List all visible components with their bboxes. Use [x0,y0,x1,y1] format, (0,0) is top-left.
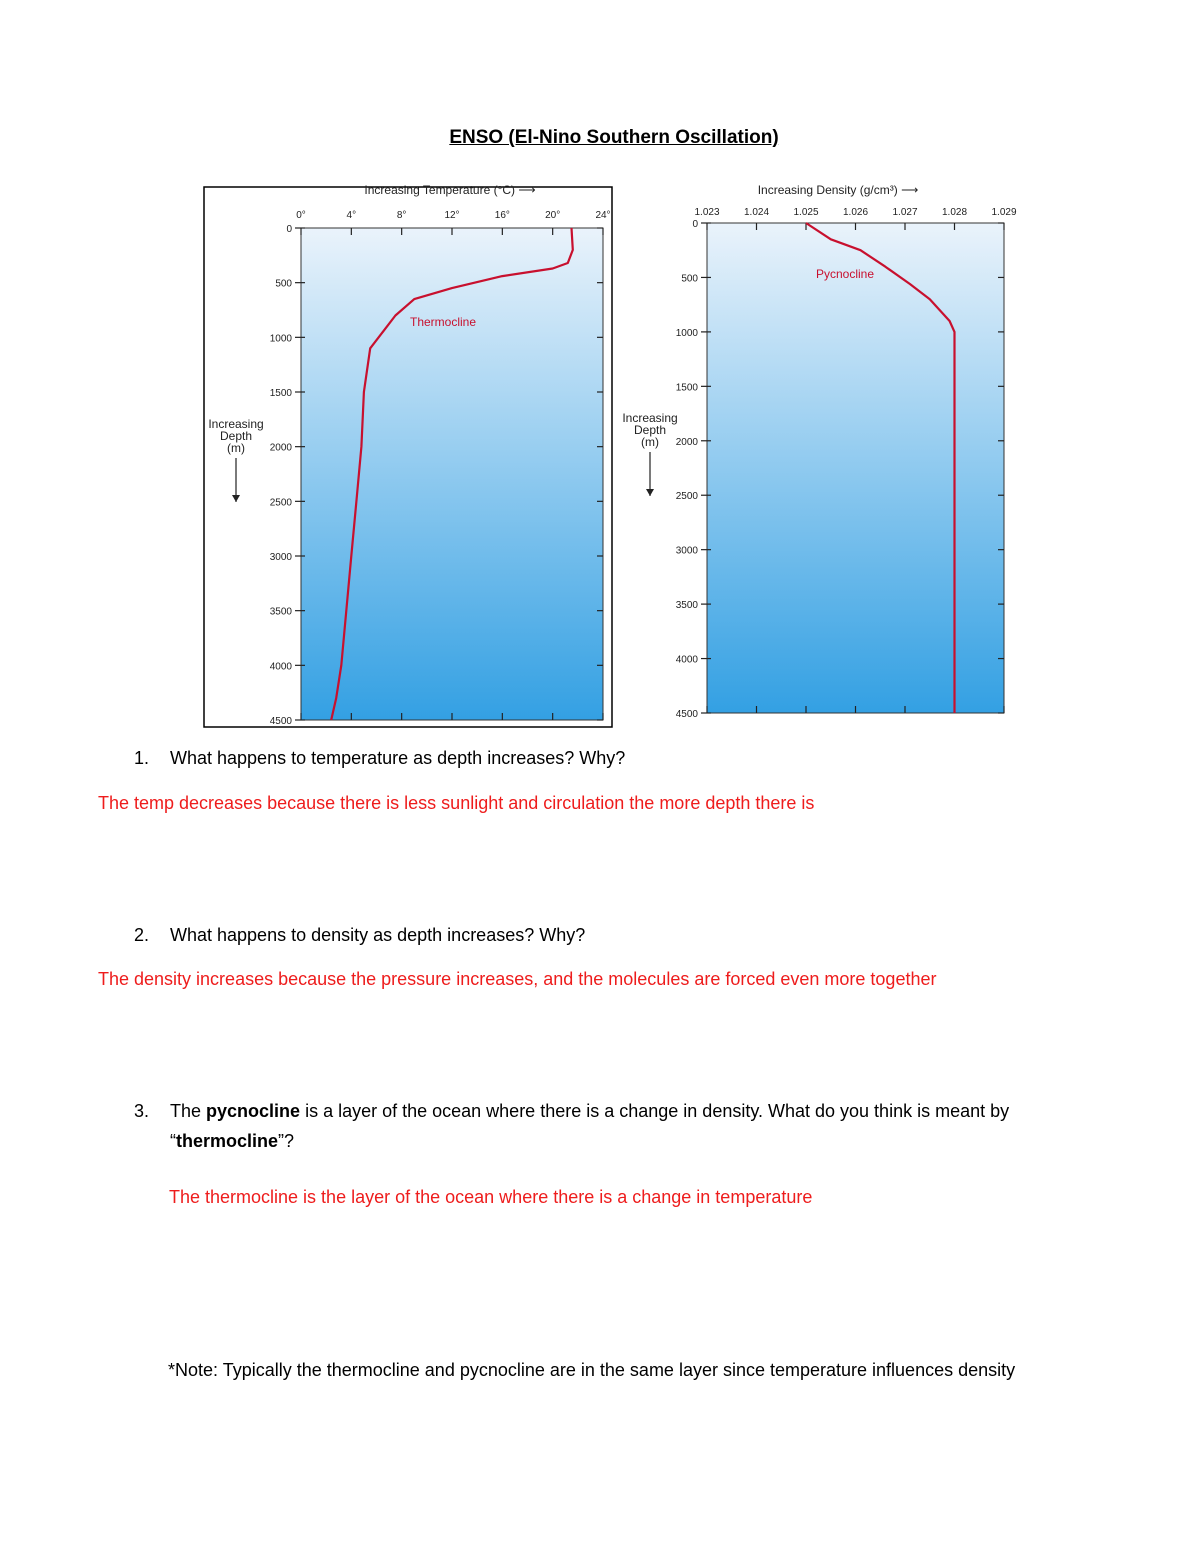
x-tick-label: 1.025 [793,207,819,218]
x-axis-label: Increasing Temperature (°C) ⟶ [364,183,536,197]
y-axis-label: (m) [641,435,659,449]
x-tick-label: 1.028 [941,207,968,218]
y-tick-label: 500 [681,273,698,285]
depth-arrow-head [646,489,654,496]
y-tick-label: 4000 [675,654,698,666]
y-axis-label: Increasing [208,417,264,431]
answer-1: The temp decreases because there is less sunlight and circulation the more depth there is [98,793,815,813]
plot-area [707,223,1004,713]
curve-annotation: Pycnocline [816,267,875,281]
y-axis-label: Depth [633,423,667,437]
y-tick-label: 3500 [269,606,292,618]
document-title: ENSO (El-Nino Southern Oscillation) [449,127,779,148]
question-text: What happens to temperature as depth increases? Why? [170,748,626,768]
x-tick-label: 12° [444,210,460,221]
density-chart [0,0,1200,740]
x-tick-label: 20° [545,210,561,221]
y-axis-label: (m) [227,441,245,455]
x-axis-label: Increasing Density (g/cm³) ⟶ [757,183,919,197]
close-quote: ”? [278,1131,295,1151]
x-tick-label: 1.023 [694,207,720,218]
y-tick-label: 1500 [675,382,698,394]
curve-annotation: Thermocline [410,315,477,329]
question-text-start: The [170,1101,207,1121]
question-number: 2. [134,925,150,945]
question-text [170,1101,1009,1122]
y-tick-label: 0 [286,224,292,235]
y-tick-label: 0 [692,219,698,230]
question-number: 1. [134,748,150,768]
answer-2: The density increases because the pressure increases, and the molecules are forced even more together [98,969,937,989]
y-tick-label: 1000 [269,333,292,345]
x-tick-label: 1.026 [842,207,869,218]
y-tick-label: 4500 [675,709,698,720]
y-tick-label: 500 [275,278,292,290]
y-tick-label: 3500 [675,600,698,612]
y-tick-label: 2000 [675,436,698,448]
note-text: Typically the thermocline and pycnocline are in the same layer since temperature influences density [218,1360,1016,1380]
y-tick-label: 2000 [269,442,292,454]
question-number: 3. [134,1101,150,1121]
y-axis-label: Depth [219,429,253,443]
x-tick-label: 0° [296,210,306,221]
y-axis-label: Increasing [622,411,678,425]
x-tick-label: 1.024 [743,207,770,218]
y-tick-label: 1000 [675,327,698,339]
y-tick-label: 4000 [269,661,292,673]
x-tick-label: 24° [595,210,611,221]
x-tick-label: 4° [346,210,357,221]
x-tick-label: 16° [494,210,510,221]
question-text-line2 [170,1131,294,1152]
note-prefix: *Note: [168,1360,219,1380]
y-tick-label: 3000 [269,552,292,563]
y-tick-label: 2500 [269,497,292,509]
density-chart-svg [0,0,1200,740]
y-tick-label: 4500 [269,716,292,727]
term-pycnocline: pycnocline [206,1101,301,1121]
open-quote: “ [170,1131,176,1151]
y-tick-label: 2500 [675,491,698,503]
note [168,1360,1015,1381]
question-text-end: is a layer of the ocean where there is a change in density. What do you think is meant by [300,1101,1010,1121]
y-tick-label: 1500 [269,388,292,399]
answer-3: The thermocline is the layer of the ocean where there is a change in temperature [169,1187,813,1207]
question-text: What happens to density as depth increases? Why? [170,925,586,945]
x-tick-label: 1.029 [991,207,1017,218]
y-tick-label: 3000 [675,545,698,557]
x-tick-label: 1.027 [892,207,918,218]
x-tick-label: 8° [396,210,407,221]
term-thermocline: thermocline [176,1131,279,1151]
